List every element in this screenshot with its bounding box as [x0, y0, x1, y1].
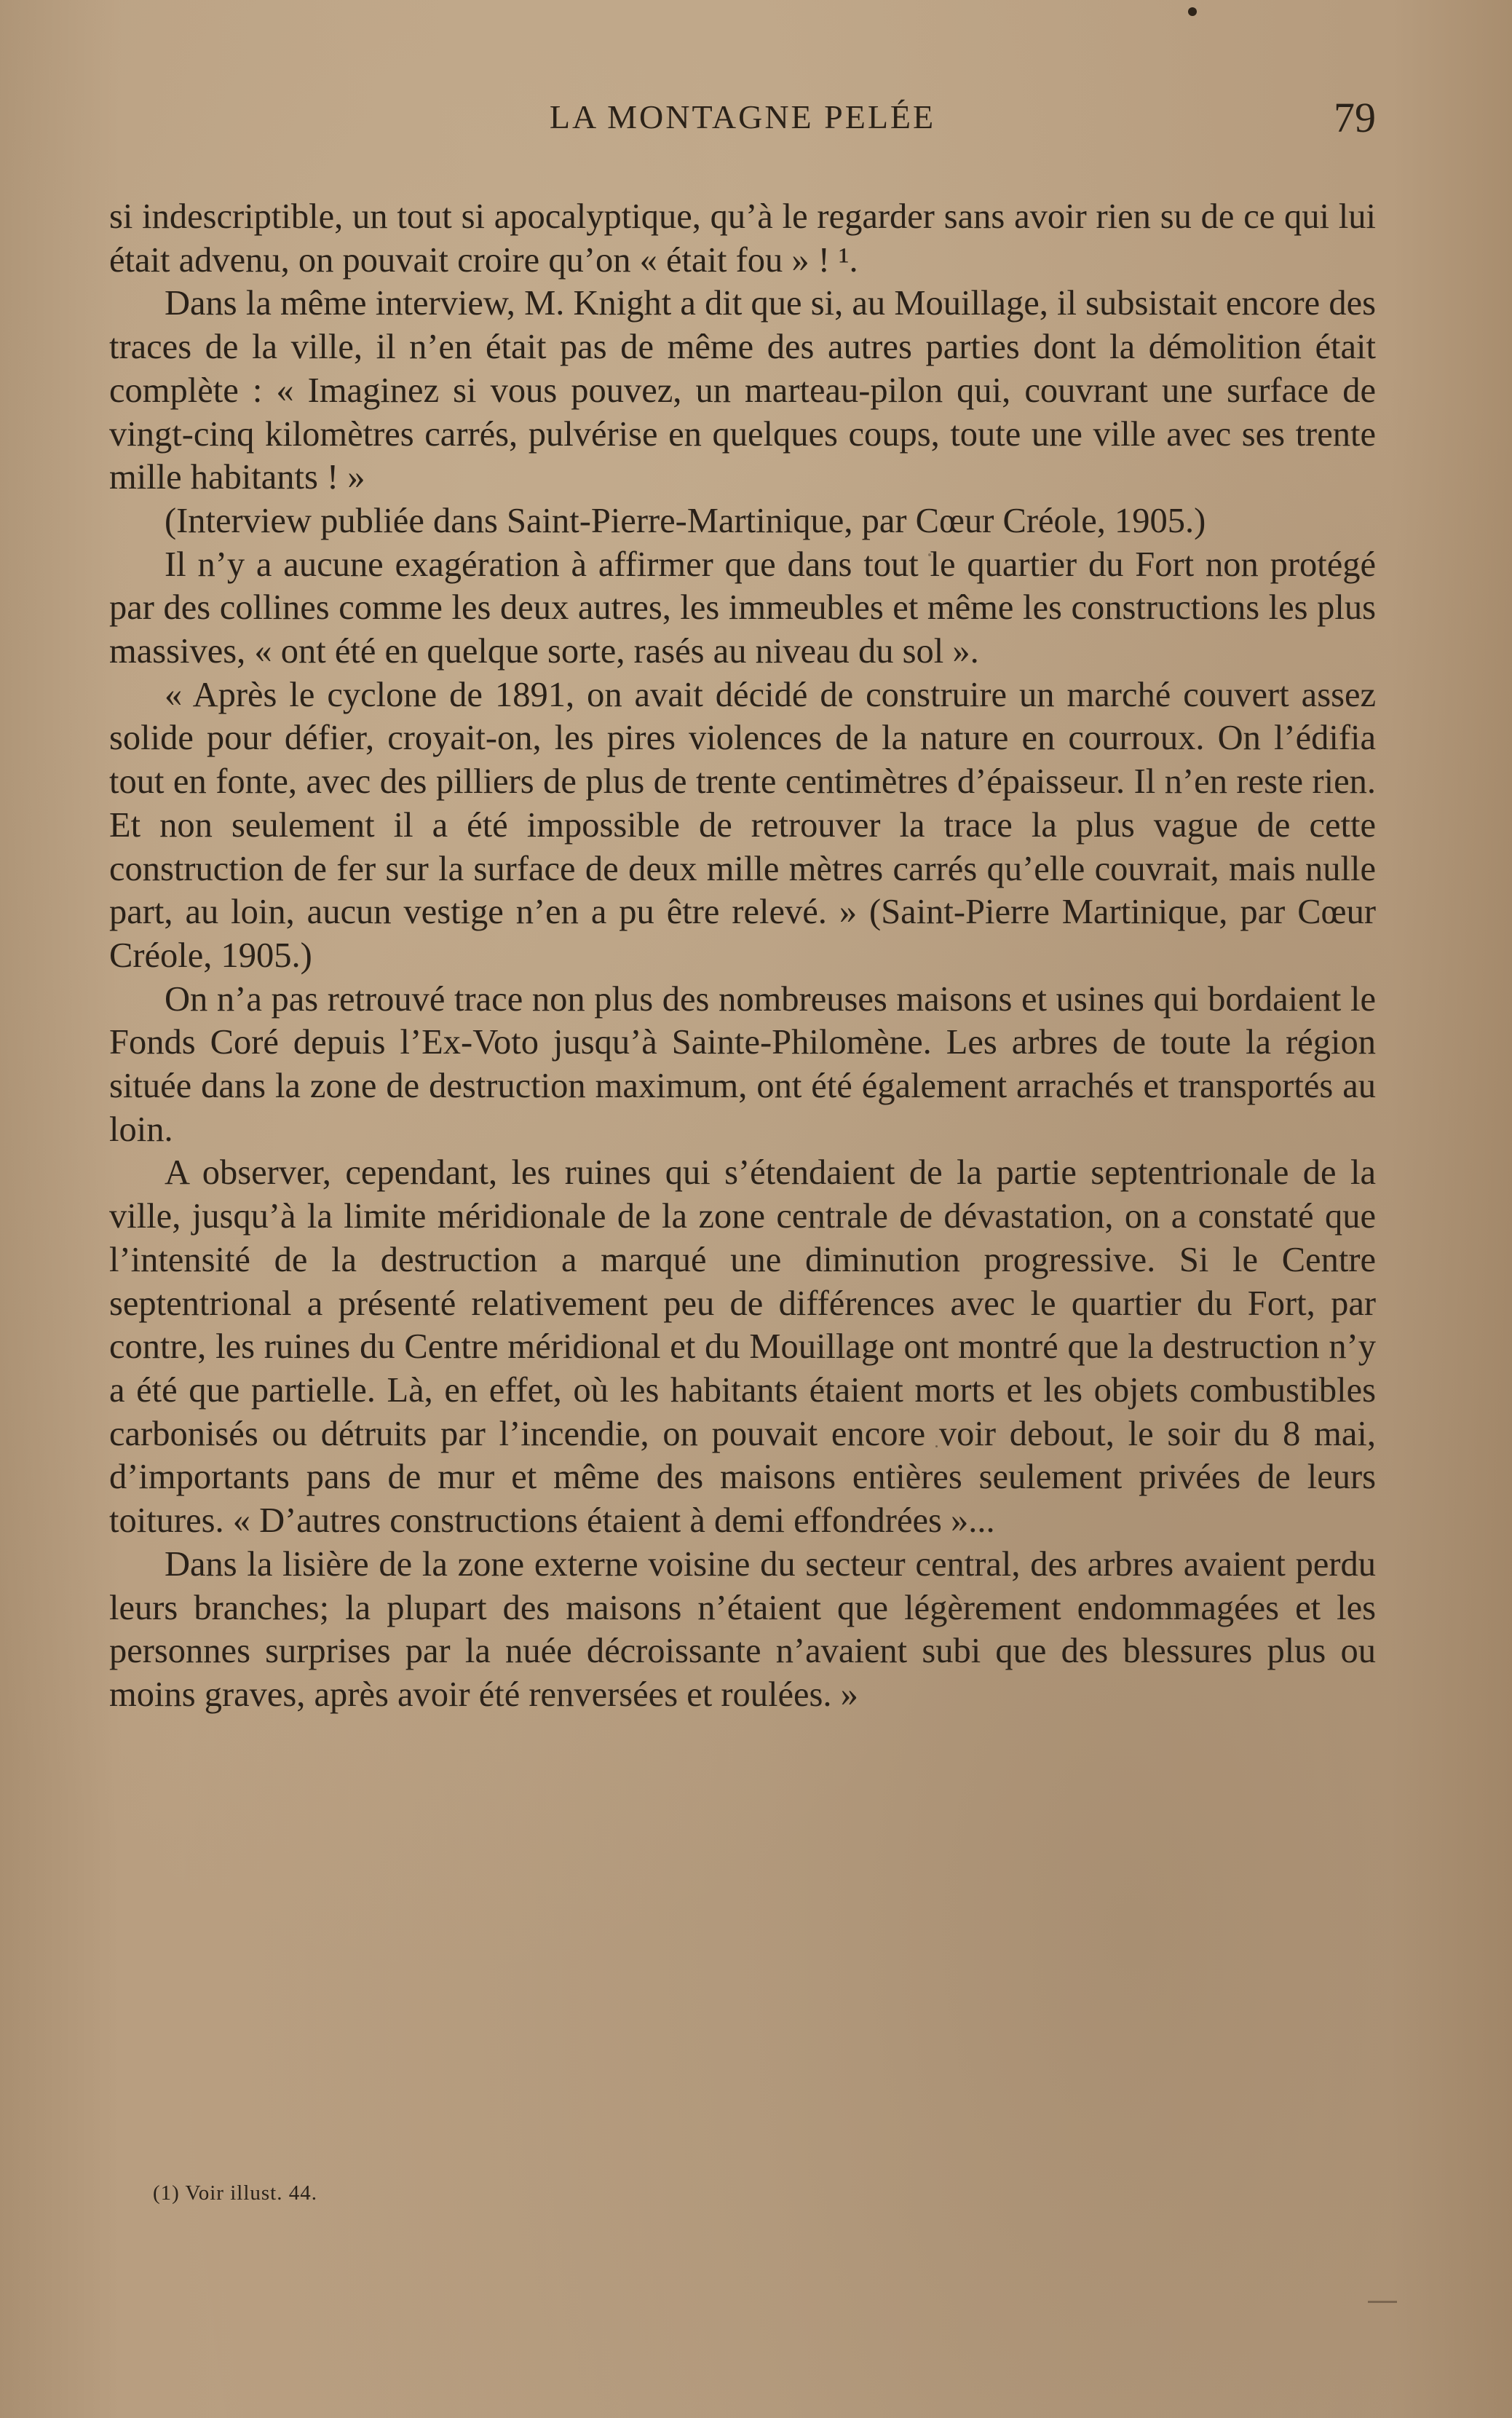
body-text [109, 195, 1376, 1717]
paragraph-market-hall: « Après le cyclone de 1891, on avait décidé de construire un marché couvert assez solide pour défier, croyait-on, les pires violences de la nature en courroux. On l’édifia tout en fonte, avec des pilliers de plus de trente centimètres d’épaisseur. Il n’en reste rien. Et non seulement il a été impossible de retrouver la trace la plus vague de cette construction de fer sur la surface de deux mille mètres carrés qu’elle couvrait, mais nulle part, au loin, aucun vestige n’en a pu être relevé. » (Saint-Pierre Martinique, par Cœur Créole, 1905.) [109, 675, 1376, 975]
running-title: LA MONTAGNE PELÉE [549, 98, 936, 135]
ink-speck [1188, 7, 1197, 16]
paragraph-external-zone: Dans la lisière de la zone externe voisine du secteur central, des arbres avaient perdu leurs branches; la plupart des maisons n’étaient que légèrement endommagées et les personnes surprises par la nuée décroissante n’avaient subi que des blessures plus ou moins graves, après avoir été renversées et roulées. » [109, 1544, 1376, 1714]
page-number: 79 [1334, 94, 1376, 141]
paragraph-interview: Dans la même interview, M. Knight a dit que si, au Mouillage, il subsistait encore des traces de la ville, il n’en était pas de même des autres parties dont la démolition était complète : « Imaginez si vous pouvez, un marteau-pilon qui, couvrant une surface de vingt-cinq kilomètres carrés, pulvérise en quelques coups, toute une ville avec ses trente mille habitants ! » [109, 284, 1376, 497]
page-header [109, 93, 1376, 151]
paragraph-source-citation: (Interview publiée dans Saint-Pierre-Martinique, par Cœur Créole, 1905.) [165, 501, 1206, 540]
paragraph-continued: si indescriptible, un tout si apocalyptique, qu’à le regarder sans avoir rien su de ce qui lui était advenu, on pouvait croire qu’on « était fou » ! ¹. [109, 197, 1376, 280]
paragraph-ruins-observation: A observer, cependant, les ruines qui s’étendaient de la partie septentrionale de la ville, jusqu’à la limite méridionale de la zone centrale de dévastation, on a constaté que l’intensité de la destruction a marqué une diminution progressive. Si le Centre septentrional a présenté relativement peu de différences avec le quartier du Fort, par contre, les ruines du Centre méridional et du Mouillage ont montré que la destruction n’y a été que partielle. Là, en effet, où les habitants étaient morts et les objets combustibles carbonisés ou détruits par l’incendie, on pouvait encore voir debout, le soir du 8 mai, d’importants pans de mur et même des maisons entières seulement privées de leurs toitures. « D’autres constructions étaient à demi effondrées »... [109, 1153, 1376, 1541]
footnote: (1) Voir illust. 44. [153, 2181, 317, 2205]
paragraph-fort-quarter: Il n’y a aucune exagération à affirmer que dans tout le quartier du Fort non protégé par des collines comme les deux autres, les immeubles et même les constructions les plus massives, « ont été en quelque sorte, rasés au niveau du sol ». [109, 545, 1376, 671]
page-mark [1368, 2301, 1397, 2303]
paragraph-fonds-core: On n’a pas retrouvé trace non plus des nombreuses maisons et usines qui bordaient le Fonds Coré depuis l’Ex-Voto jusqu’à Sainte-Philomène. Les arbres de toute la région située dans la zone de destruction maximum, ont été également arrachés et transportés au loin. [109, 979, 1376, 1149]
